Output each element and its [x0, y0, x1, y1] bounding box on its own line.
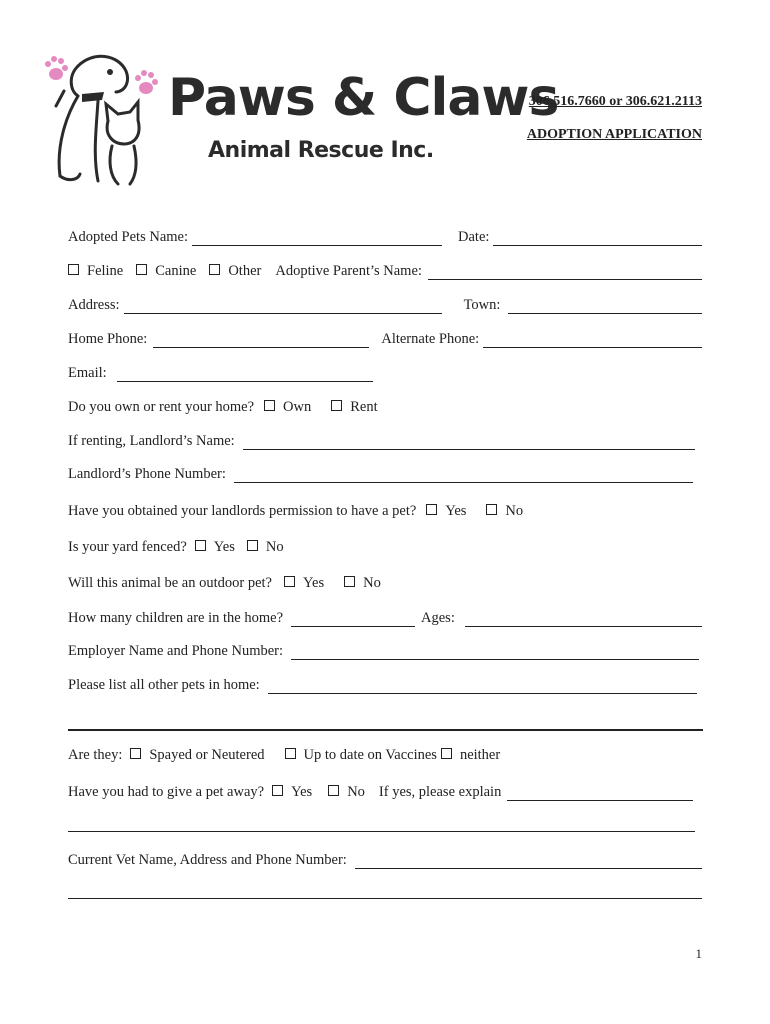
other-checkbox[interactable]: [209, 264, 220, 275]
neither-option[interactable]: [441, 747, 500, 764]
ages-field[interactable]: [465, 612, 702, 627]
neither-checkbox[interactable]: [441, 748, 452, 759]
row-own-rent: [68, 399, 702, 416]
yard-yes-option[interactable]: [195, 539, 235, 556]
vaccines-label: Up to date on Vaccines: [303, 747, 437, 763]
permission-yes-option[interactable]: [426, 503, 466, 520]
logo: [38, 46, 559, 196]
address-field[interactable]: [124, 299, 442, 314]
ages-label: Ages:: [421, 610, 455, 626]
gave-away-yes-label: Yes: [291, 784, 313, 800]
own-option[interactable]: [264, 399, 311, 416]
rent-checkbox[interactable]: [331, 400, 342, 411]
yard-no-option[interactable]: [247, 539, 284, 556]
pet-name-label: Adopted Pets Name:: [68, 229, 189, 245]
email-field[interactable]: [117, 367, 373, 382]
gave-away-yes-checkbox[interactable]: [272, 785, 283, 796]
home-phone-field[interactable]: [153, 333, 369, 348]
vet-field-line-2[interactable]: [68, 898, 702, 899]
phone-numbers: 306.516.7660 or 306.621.2113: [528, 94, 702, 109]
row-gave-away: [68, 784, 702, 801]
other-option[interactable]: [209, 263, 261, 280]
row-outdoor: [68, 575, 702, 592]
yard-yes-label: Yes: [213, 539, 235, 555]
feline-label: Feline: [87, 263, 124, 279]
outdoor-no-label: No: [363, 575, 381, 591]
landlord-name-field[interactable]: [243, 435, 695, 450]
page-number: 1: [695, 946, 702, 961]
row-landlord-permission: [68, 503, 702, 520]
row-are-they: [68, 747, 702, 764]
pet-name-field[interactable]: [192, 231, 442, 246]
row-landlord-phone: [68, 466, 702, 483]
rent-label: Rent: [350, 399, 378, 415]
other-pets-label: Please list all other pets in home:: [68, 677, 260, 693]
spayed-checkbox[interactable]: [130, 748, 141, 759]
employer-label: Employer Name and Phone Number:: [68, 643, 284, 659]
landlord-phone-label: Landlord’s Phone Number:: [68, 466, 226, 482]
are-they-label: Are they:: [68, 747, 123, 763]
yard-label: Is your yard fenced?: [68, 539, 187, 555]
landlord-phone-field[interactable]: [234, 468, 693, 483]
alt-phone-label: Alternate Phone:: [381, 331, 480, 347]
gave-away-no-option[interactable]: [328, 784, 365, 801]
own-label: Own: [283, 399, 312, 415]
form-title: ADOPTION APPLICATION: [526, 127, 702, 142]
parent-name-field[interactable]: [428, 265, 702, 280]
section-divider: [68, 729, 703, 731]
explain-field[interactable]: [507, 786, 693, 801]
address-label: Address:: [68, 297, 120, 313]
row-vet: [68, 852, 702, 869]
gave-away-label: Have you had to give a pet away?: [68, 784, 265, 800]
explain-field-line-2[interactable]: [68, 831, 695, 832]
parent-name-label: Adoptive Parent’s Name:: [275, 263, 422, 279]
own-rent-label: Do you own or rent your home?: [68, 399, 255, 415]
outdoor-yes-option[interactable]: [284, 575, 324, 592]
rent-option[interactable]: [331, 399, 377, 416]
neither-label: neither: [459, 747, 501, 763]
row-pet-name: [68, 229, 702, 246]
outdoor-no-checkbox[interactable]: [344, 576, 355, 587]
yard-yes-checkbox[interactable]: [195, 540, 206, 551]
town-field[interactable]: [508, 299, 702, 314]
permission-no-checkbox[interactable]: [486, 504, 497, 515]
vaccines-checkbox[interactable]: [285, 748, 296, 759]
home-phone-label: Home Phone:: [68, 331, 148, 347]
other-pets-field[interactable]: [268, 679, 697, 694]
spayed-label: Spayed or Neutered: [149, 747, 265, 763]
permission-yes-checkbox[interactable]: [426, 504, 437, 515]
canine-label: Canine: [155, 263, 197, 279]
landlord-permission-label: Have you obtained your landlords permission to have a pet?: [68, 503, 417, 519]
vet-label: Current Vet Name, Address and Phone Number:: [68, 852, 347, 868]
vaccines-option[interactable]: [285, 747, 437, 764]
org-subtitle: Animal Rescue Inc.: [208, 138, 434, 163]
vet-field[interactable]: [355, 854, 702, 869]
date-label: Date:: [458, 229, 490, 245]
explain-label: If yes, please explain: [378, 784, 502, 800]
row-phones: [68, 331, 702, 348]
row-landlord-name: [68, 433, 702, 450]
date-field[interactable]: [493, 231, 702, 246]
row-children: [68, 610, 702, 627]
outdoor-yes-checkbox[interactable]: [284, 576, 295, 587]
own-checkbox[interactable]: [264, 400, 275, 411]
email-label: Email:: [68, 365, 107, 381]
town-label: Town:: [463, 297, 501, 313]
row-employer: [68, 643, 702, 660]
permission-yes-label: Yes: [445, 503, 467, 519]
gave-away-no-label: No: [347, 784, 365, 800]
canine-checkbox[interactable]: [136, 264, 147, 275]
feline-checkbox[interactable]: [68, 264, 79, 275]
permission-no-option[interactable]: [486, 503, 523, 520]
other-label: Other: [228, 263, 262, 279]
children-label: How many children are in the home?: [68, 610, 284, 626]
row-species: [68, 263, 702, 280]
outdoor-yes-label: Yes: [302, 575, 325, 591]
gave-away-yes-option[interactable]: [272, 784, 312, 801]
alt-phone-field[interactable]: [483, 333, 702, 348]
row-yard: [68, 539, 702, 556]
children-field[interactable]: [291, 612, 415, 627]
yard-no-checkbox[interactable]: [247, 540, 258, 551]
org-name: Paws & Claws: [168, 68, 559, 128]
gave-away-no-checkbox[interactable]: [328, 785, 339, 796]
row-email: [68, 365, 702, 382]
dog-cat-logo-icon: [38, 46, 168, 196]
row-address: [68, 297, 702, 314]
outdoor-label: Will this animal be an outdoor pet?: [68, 575, 272, 591]
outdoor-no-option[interactable]: [344, 575, 381, 592]
row-other-pets: [68, 677, 702, 694]
permission-no-label: No: [505, 503, 524, 519]
yard-no-label: No: [265, 539, 284, 555]
landlord-name-label: If renting, Landlord’s Name:: [68, 433, 235, 449]
canine-option[interactable]: [136, 263, 196, 280]
employer-field[interactable]: [291, 645, 699, 660]
spayed-option[interactable]: [130, 747, 264, 764]
feline-option[interactable]: [68, 263, 123, 280]
